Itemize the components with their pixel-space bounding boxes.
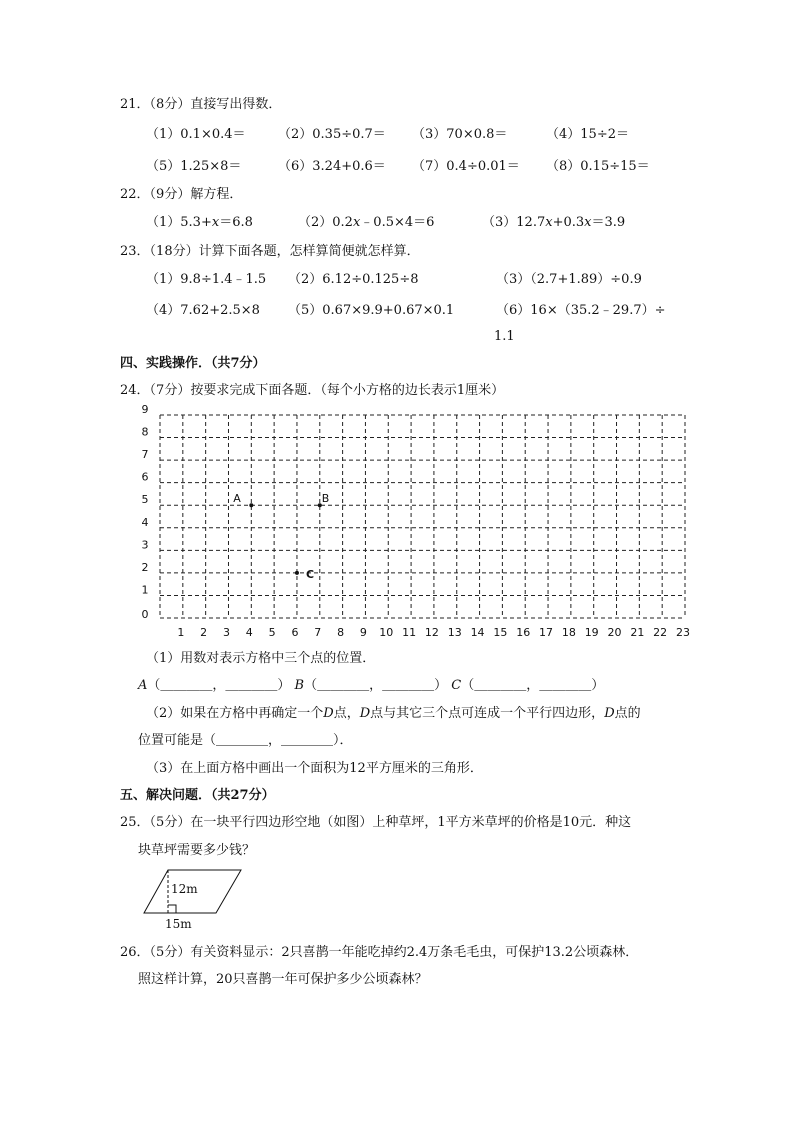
q23-item-6-wrap: 1.1 (494, 329, 515, 344)
q24-sub1: （1）用数对表示方格中三个点的位置． (146, 651, 376, 666)
q23-item-1: （1）9.8÷1.4﹣1.5 (146, 272, 267, 287)
q22-item-3: （3）12.7x+0.3x＝3.9 (482, 215, 626, 230)
q22-title: 22．（9分）解方程． (120, 187, 243, 202)
x-tick-label: 19 (584, 626, 599, 639)
y-tick-label: 8 (141, 425, 149, 439)
q26-line1: 26．（5分）有关资料显示：2只喜鹊一年能吃掉约2.4万条毛毛虫，可保护13.2公顷森林． (120, 945, 639, 960)
x-tick-label: 5 (268, 626, 276, 639)
x-tick-label: 21 (630, 626, 645, 639)
x-tick-label: 2 (200, 626, 208, 639)
x-tick-label: 8 (337, 626, 345, 639)
answer-c-blank: （＿＿＿＿，＿＿＿＿） (461, 678, 605, 693)
x-tick-label: 15 (493, 626, 508, 639)
base-label: 15m (165, 917, 192, 931)
y-tick-label: 9 (141, 403, 149, 416)
x-tick-label: 3 (222, 626, 230, 639)
q24-title: 24．（7分）按要求完成下面各题．（每个小方格的边长表示1厘米） (120, 383, 505, 398)
x-tick-label: 23 (676, 626, 690, 639)
q23-item-5: （5）0.67×9.9+0.67×0.1 (288, 303, 455, 318)
x-tick-label: 10 (379, 626, 394, 639)
answer-b-label: B (294, 678, 305, 693)
height-label: 12m (171, 882, 198, 896)
q21-item-2: （2）0.35÷0.7＝ (278, 127, 386, 142)
q23-item-2: （2）6.12÷0.125÷8 (288, 272, 419, 287)
point-a (249, 503, 253, 507)
q24-sub2-line1: （2）如果在方格中再确定一个D点，D点与其它三个点可连成一个平行四边形，D点的 (146, 706, 641, 721)
q21-item-5: （5）1.25×8＝ (146, 159, 242, 174)
y-tick-label: 5 (141, 493, 149, 507)
q21-item-4: （4）15÷2＝ (546, 127, 629, 142)
y-tick-label: 7 (141, 448, 149, 462)
q23-item-3: （3）（2.7+1.89）÷0.9 (496, 272, 642, 287)
q25-line1: 25．（5分）在一块平行四边形空地（如图）上种草坪，1平方米草坪的价格是10元．种这 (120, 815, 632, 830)
x-tick-label: 16 (516, 626, 531, 639)
x-tick-label: 7 (314, 626, 322, 639)
x-tick-label: 22 (653, 626, 668, 639)
q25-line2: 块草坪需要多少钱？ (138, 843, 256, 858)
q22-item-2: （2）0.2x﹣0.5×4＝6 (298, 215, 435, 230)
q21-item-6: （6）3.24+0.6＝ (278, 159, 386, 174)
q22-item-1: （1）5.3+x＝6.8 (146, 215, 253, 230)
x-tick-label: 4 (245, 626, 253, 639)
q21-item-3: （3）70×0.8＝ (412, 127, 508, 142)
q23-item-6: （6）16×（35.2﹣29.7）÷ (496, 303, 666, 318)
q21-item-7: （7）0.4÷0.01＝ (412, 159, 520, 174)
x-tick-label: 14 (470, 626, 485, 639)
x-tick-label: 20 (607, 626, 622, 639)
y-tick-label: 0 (141, 608, 149, 621)
answer-b-blank: （＿＿＿＿，＿＿＿＿） (304, 678, 448, 693)
q26-line2: 照这样计算，20只喜鹊一年可保护多少公顷森林？ (138, 972, 428, 987)
x-tick-label: 1 (177, 626, 185, 639)
x-tick-label: 9 (359, 626, 367, 639)
q23-title: 23．（18分）计算下面各题，怎样算简便就怎样算． (120, 244, 420, 259)
x-tick-label: 13 (447, 626, 462, 639)
section-5-heading: 五、解决问题．（共27分） (120, 788, 275, 803)
y-tick-label: 3 (141, 538, 149, 552)
y-tick-label: 6 (141, 470, 149, 484)
x-tick-label: 11 (402, 626, 417, 639)
q24-sub2-line2: 位置可能是（＿＿＿＿，＿＿＿＿）． (138, 733, 353, 748)
q21-title: 21．（8分）直接写出得数． (120, 97, 282, 112)
section-4-heading: 四、实践操作．（共7分） (120, 356, 266, 371)
q21-item-1: （1）0.1×0.4＝ (146, 127, 246, 142)
answer-c-label: C (451, 678, 462, 693)
x-tick-label: 6 (291, 626, 299, 639)
point-label-c: C (305, 567, 315, 581)
y-tick-label: 2 (141, 560, 149, 574)
x-tick-label: 12 (424, 626, 439, 639)
x-tick-label: 17 (539, 626, 554, 639)
point-label-a: A (233, 492, 241, 506)
answer-a-blank: （＿＿＿＿，＿＿＿＿） (147, 678, 291, 693)
y-tick-label: 1 (141, 583, 149, 597)
x-tick-label: 18 (561, 626, 576, 639)
point-c (295, 571, 299, 575)
q24-answer-line (138, 677, 604, 695)
q21-item-8: （8）0.15÷15＝ (546, 159, 650, 174)
q23-item-4: （4）7.62+2.5×8 (146, 303, 260, 318)
y-tick-label: 4 (141, 515, 149, 529)
point-label-b: B (321, 492, 330, 506)
q24-sub3: （3）在上面方格中画出一个面积为12平方厘米的三角形． (146, 761, 483, 776)
answer-a-label: A (138, 678, 148, 693)
